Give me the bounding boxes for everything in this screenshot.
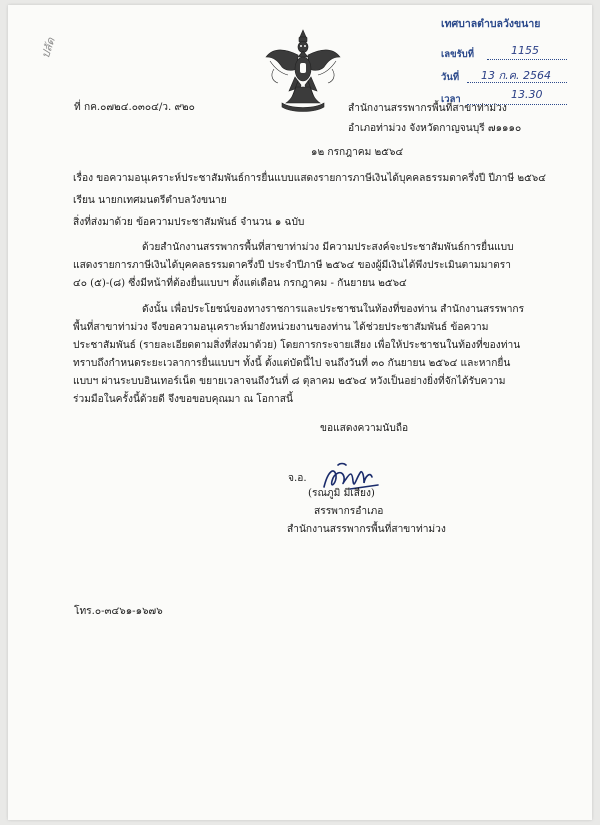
signature-prefix: จ.อ.	[288, 473, 307, 484]
stamp-time: 13.30	[511, 88, 543, 101]
signatory-office: สำนักงานสรรพากรพื้นที่สาขาท่าม่วง	[287, 524, 446, 535]
stamp-agency: เทศบาลตำบลวังขนาย	[441, 18, 541, 30]
paragraph-1-line: ด้วยสำนักงานสรรพากรพื้นที่สาขาท่าม่วง มีความประสงค์จะประชาสัมพันธ์การยื่นแบบ	[142, 242, 514, 253]
recipient-line: เรียน นายกเทศมนตรีตำบลวังขนาย	[73, 195, 227, 206]
receipt-stamp	[437, 14, 575, 108]
stamp-receipt-label: เลขรับที่	[441, 49, 474, 60]
contact-phone: โทร.๐-๓๔๖๑-๑๖๗๖	[74, 606, 163, 617]
garuda-emblem-icon	[262, 27, 344, 115]
stamp-date-label: วันที่	[441, 72, 460, 83]
stamp-receipt-number: 1155	[511, 44, 539, 57]
paragraph-2-line: พื้นที่สาขาท่าม่วง จึงขอความอนุเคราะห์มายังหน่วยงานของท่าน ได้ช่วยประชาสัมพันธ์ ข้อความ	[73, 322, 489, 333]
reference-number: ที่ กค.๐๗๒๔.๐๓๐๔/ว. ๙๒๐	[74, 102, 195, 113]
enclosure-line: สิ่งที่ส่งมาด้วย ข้อความประชาสัมพันธ์ จำนวน ๑ ฉบับ	[73, 217, 305, 228]
stamp-time-label: เวลา	[441, 94, 461, 105]
document-date: ๑๒ กรกฎาคม ๒๕๖๔	[311, 147, 404, 158]
margin-note: ปลัด	[38, 36, 58, 60]
subject-line: เรื่อง ขอความอนุเคราะห์ประชาสัมพันธ์การยื่นแบบแสดงรายการภาษีเงินได้บุคคลธรรมดาครึ่งปี ปีภาษี ๒๕๖๔	[73, 173, 546, 184]
paragraph-2-line: ดังนั้น เพื่อประโยชน์ของทางราชการและประชาชนในท้องที่ของท่าน สำนักงานสรรพากร	[142, 304, 525, 315]
document-page	[8, 5, 592, 820]
paragraph-2-line: ประชาสัมพันธ์ (รายละเอียดตามสิ่งที่ส่งมาด้วย) โดยการกระจายเสียง เพื่อให้ประชาชนในท้องที่ของท่าน	[73, 340, 521, 351]
stamp-date: 13 ก.ค. 2564	[481, 69, 551, 82]
sender-address: อำเภอท่าม่วง จังหวัดกาญจนบุรี ๗๑๑๑๐	[348, 123, 522, 134]
paragraph-1-line: แสดงรายการภาษีเงินได้บุคคลธรรมดาครึ่งปี ประจำปีภาษี ๒๕๖๔ ของผู้มีเงินได้พึงประเมินตามมาตรา	[73, 260, 511, 271]
sender-office: สำนักงานสรรพากรพื้นที่สาขาท่าม่วง	[348, 103, 507, 114]
signatory-position: สรรพากรอำเภอ	[314, 506, 384, 517]
closing-phrase: ขอแสดงความนับถือ	[320, 423, 409, 434]
paragraph-2-line: ร่วมมือในครั้งนี้ด้วยดี จึงขอขอบคุณมา ณ โอกาสนี้	[73, 394, 293, 405]
paragraph-1-line: ๔๐ (๕)-(๘) ซึ่งมีหน้าที่ต้องยื่นแบบฯ ตั้งแต่เดือน กรกฎาคม - กันยายน ๒๕๖๔	[73, 278, 407, 289]
paragraph-2-line: แบบฯ ผ่านระบบอินเทอร์เน็ต ขยายเวลาจนถึงวันที่ ๘ ตุลาคม ๒๕๖๔ หวังเป็นอย่างยิ่งที่จักได้รับความ	[73, 376, 506, 387]
signatory-name: (รณภูมิ มีเสียง)	[308, 488, 375, 499]
paragraph-2-line: ทราบถึงกำหนดระยะเวลาการยื่นแบบฯ ทั้งนี้ ตั้งแต่บัดนี้ไป จนถึงวันที่ ๓๐ กันยายน ๒๕๖๔ และหากยื่น	[73, 358, 511, 369]
